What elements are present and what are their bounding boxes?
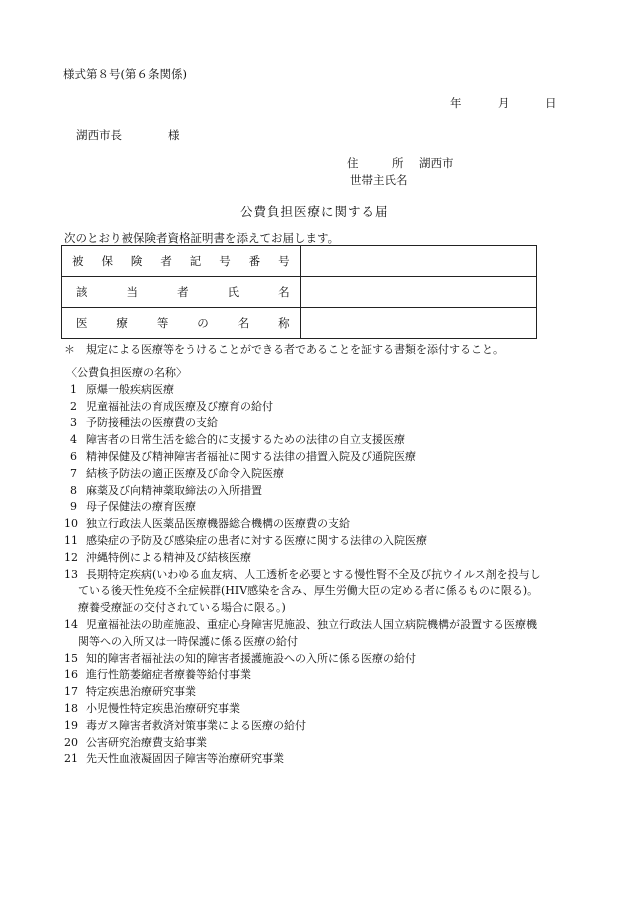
list-item-line: 麻薬及び向精神薬取締法の入所措置 — [86, 483, 262, 497]
list-item-text — [86, 399, 584, 416]
list-item-line: 沖縄特例による精神及び結核医療 — [86, 550, 251, 564]
list-item — [64, 617, 584, 651]
list-item-text — [86, 516, 584, 533]
list-item-line: 公害研究治療費支給事業 — [86, 735, 207, 749]
list-item-number: 21 — [64, 752, 78, 766]
label-char: 医 — [76, 316, 88, 330]
public-expense-list — [64, 365, 584, 768]
list-item-text — [86, 415, 584, 432]
label-spread — [62, 315, 300, 331]
label-char: 号 — [278, 254, 290, 268]
list-item-number: 20 — [64, 735, 78, 749]
label-char: 称 — [278, 316, 290, 330]
list-item-line: 感染症の予防及び感染症の患者に対する医療に関する法律の入院医療 — [86, 533, 427, 547]
list-item — [64, 466, 584, 483]
list-item-text — [86, 432, 584, 449]
label-char: 番 — [248, 254, 261, 268]
householder-name-label: 世帯主氏名 — [350, 173, 408, 187]
list-item-number: 6 — [70, 449, 77, 463]
list-items — [64, 382, 584, 768]
list-item-number: 7 — [70, 466, 77, 480]
date-year-label: 年 — [450, 96, 462, 110]
list-item-line: 進行性筋萎縮症者療養等給付事業 — [86, 668, 251, 682]
list-item-line: 精神保健及び精神障害者福祉に関する法律の措置入院及び通院医療 — [86, 449, 416, 463]
list-item-line: 障害者の日常生活を総合的に支援するための法律の自立支援医療 — [86, 433, 405, 447]
list-item — [64, 399, 584, 416]
list-item-number: 1 — [70, 382, 77, 396]
label-spread — [62, 284, 300, 300]
addressee-name: 湖西市長 — [76, 128, 122, 142]
address-label-2: 所 — [392, 156, 404, 170]
label-char: 氏 — [227, 285, 240, 299]
label-char: 号 — [219, 254, 231, 268]
list-item-line: 児童福祉法の助産施設、重症心身障害児施設、独立行政法人国立病院機構が設置する医療機 — [86, 617, 537, 631]
list-item-line: 知的障害者福祉法の知的障害者援護施設への入所に係る医療の給付 — [86, 651, 416, 665]
list-item-line: 特定疾患治療研究事業 — [86, 685, 196, 699]
list-item-line: 独立行政法人医薬品医療機器総合機構の医療費の支給 — [86, 517, 350, 531]
label-char: 当 — [126, 285, 139, 299]
list-heading: 〈公費負担医療の名称〉 — [66, 366, 187, 379]
address-value: 湖西市 — [419, 156, 454, 170]
list-item — [64, 550, 584, 567]
list-item — [64, 651, 584, 668]
list-item-line: 長期特定疾病(いわゆる血友病、人工透析を必要とする慢性腎不全及び抗ウイルス剤を投与し — [86, 567, 541, 581]
label-char: 保 — [101, 254, 113, 268]
list-item-number: 18 — [64, 701, 78, 715]
list-item-text — [86, 735, 584, 752]
label-char: 被 — [72, 254, 84, 268]
label-char: の — [197, 316, 209, 330]
list-item-line: 療養受療証の交付されている場合に限る。) — [78, 601, 286, 615]
list-item-line: ている後天性免疫不全症候群(HIV感染を含み、厚生労働大臣の定める者に係るものに限る)。 — [78, 584, 539, 598]
list-item — [64, 684, 584, 701]
addressee-honorific: 様 — [168, 128, 180, 142]
address-label-1: 住 — [347, 156, 359, 170]
table-row — [62, 308, 537, 339]
label-char: 療 — [116, 316, 128, 330]
list-item-text — [86, 483, 584, 500]
list-item-number: 4 — [70, 433, 77, 447]
form-number: 様式第８号(第６条関係) — [63, 67, 187, 81]
list-item-line: 毒ガス障害者救済対策事業による医療の給付 — [86, 718, 306, 732]
list-item-number: 19 — [64, 718, 78, 732]
label-char: 者 — [160, 254, 172, 268]
label-char: 名 — [278, 285, 290, 299]
label-char: 険 — [130, 254, 143, 268]
row-label-applicant-name — [62, 277, 301, 308]
date-day-label: 日 — [545, 96, 557, 110]
list-item — [64, 735, 584, 752]
list-item-number: 16 — [64, 668, 78, 682]
list-item-text — [86, 466, 584, 483]
list-item-number: 15 — [64, 651, 78, 665]
list-item — [64, 483, 584, 500]
applicant-name-field[interactable] — [300, 277, 536, 308]
addressee — [76, 127, 180, 143]
list-item-line: 原爆一般疾病医療 — [86, 382, 174, 396]
label-spread — [62, 253, 300, 269]
table-row — [62, 246, 537, 277]
label-char: 等 — [156, 316, 169, 330]
list-item-number: 14 — [64, 617, 78, 631]
list-item — [64, 567, 584, 617]
householder-name-row — [350, 172, 408, 188]
list-item-text — [78, 567, 584, 617]
list-item — [64, 533, 584, 550]
list-item — [64, 667, 584, 684]
list-item-number: 10 — [64, 517, 78, 531]
list-item-text — [86, 651, 584, 668]
list-item-text — [86, 751, 584, 768]
list-item-text — [86, 701, 584, 718]
label-char: 名 — [237, 316, 250, 330]
list-item-number: 9 — [70, 500, 77, 514]
list-item-number: 13 — [64, 567, 78, 581]
list-item-text — [86, 718, 584, 735]
list-item-text — [86, 499, 584, 516]
list-item — [64, 516, 584, 533]
list-item-number: 12 — [64, 550, 78, 564]
list-item-number: 2 — [70, 399, 77, 413]
label-char: 該 — [76, 285, 88, 299]
list-item-line: 関等への入所又は一時保護に係る医療の給付 — [78, 634, 298, 648]
insured-number-field[interactable] — [300, 246, 536, 277]
document-title: 公費負担医療に関する届 — [240, 204, 389, 219]
list-item-number: 8 — [70, 483, 77, 497]
list-item-line: 児童福祉法の育成医療及び療育の給付 — [86, 399, 273, 413]
list-item-number: 3 — [70, 416, 77, 430]
date-month-label: 月 — [498, 96, 510, 110]
row-label-insured-number — [62, 246, 301, 277]
list-item-number: 17 — [64, 685, 78, 699]
list-item-text — [86, 533, 584, 550]
label-char: 者 — [177, 285, 189, 299]
list-item — [64, 751, 584, 768]
list-item-line: 先天性血液凝固因子障害等治療研究事業 — [86, 752, 284, 766]
list-item-line: 母子保健法の療育医療 — [86, 500, 196, 514]
list-item — [64, 382, 584, 399]
table-row — [62, 277, 537, 308]
list-item — [64, 432, 584, 449]
list-item-text — [86, 382, 584, 399]
list-item-line: 小児慢性特定疾患治療研究事業 — [86, 701, 240, 715]
list-item — [64, 718, 584, 735]
list-item — [64, 415, 584, 432]
label-char: 記 — [189, 254, 202, 268]
list-item — [64, 449, 584, 466]
list-item-text — [86, 449, 584, 466]
intro-text: 次のとおり被保険者資格証明書を添えてお届します。 — [64, 231, 340, 245]
list-item-text — [86, 684, 584, 701]
row-label-medical-name — [62, 308, 301, 339]
list-item-text — [78, 617, 584, 651]
attachment-note: ＊ 規定による医療等をうけることができる者であることを証する書類を添付すること。 — [64, 343, 504, 356]
list-item-line: 結核予防法の適正医療及び命令入院医療 — [86, 466, 284, 480]
list-item-line: 予防接種法の医療費の支給 — [86, 416, 218, 430]
list-item — [64, 499, 584, 516]
medical-name-field[interactable] — [300, 308, 536, 339]
list-item-number: 11 — [64, 533, 78, 547]
list-item-text — [86, 667, 584, 684]
list-item-text — [86, 550, 584, 567]
info-table — [61, 245, 537, 339]
list-item — [64, 701, 584, 718]
